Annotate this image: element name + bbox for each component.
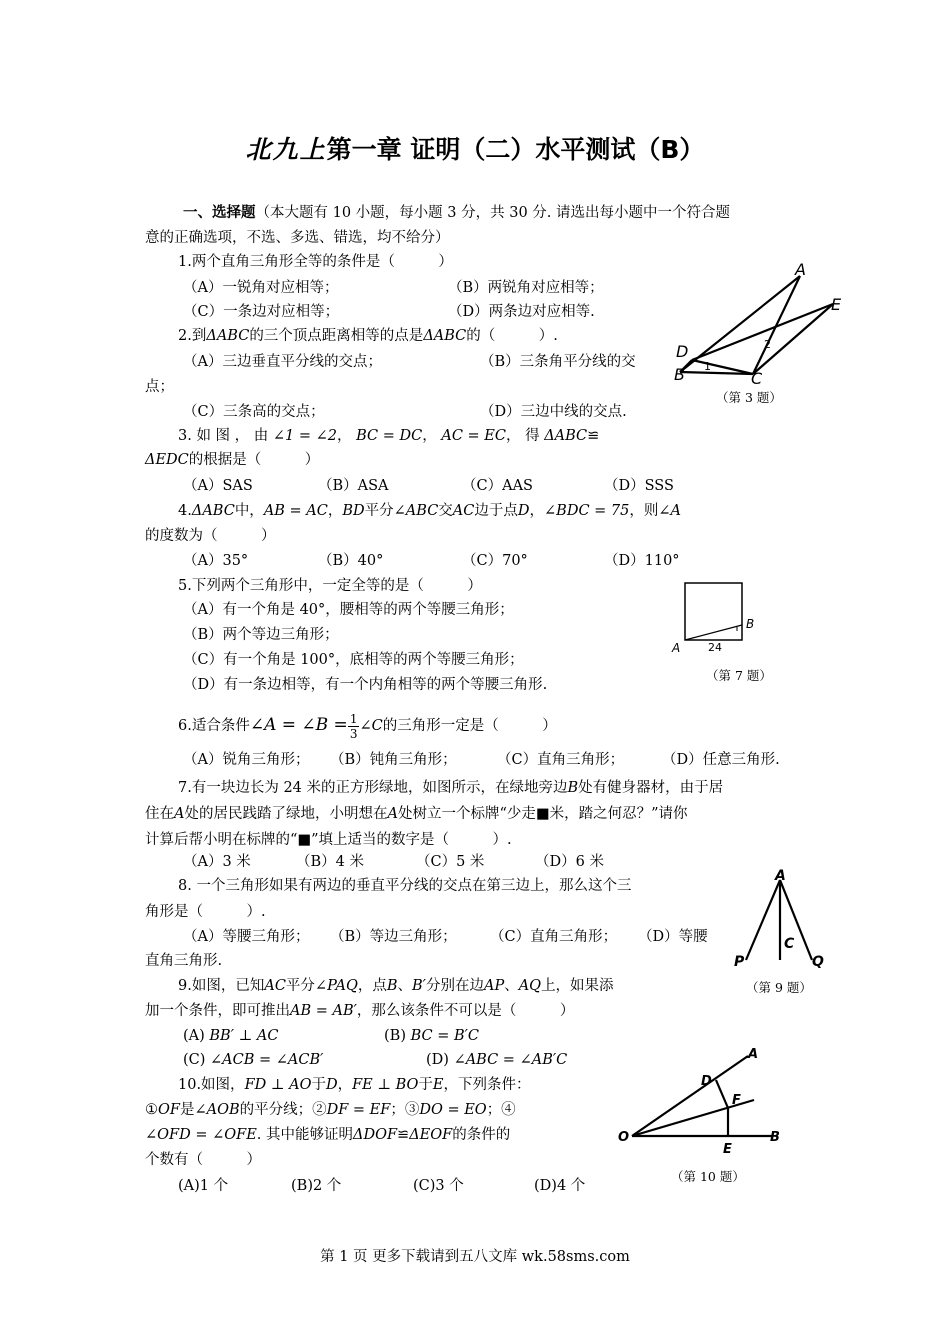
q3-text1: 3. 如 图 ， 由: [178, 428, 269, 444]
fig3-label-d: D: [676, 342, 689, 361]
fig10-label-e: E: [723, 1142, 732, 1157]
q10-text9: ；③: [390, 1102, 420, 1118]
fig3-line-ca: [753, 276, 800, 374]
q10-text6: ①: [145, 1102, 158, 1118]
q9-option-a-label: (A): [183, 1028, 205, 1044]
q9-option-c-label: (C): [183, 1052, 206, 1068]
q6-text1: 6.适合条件: [178, 718, 250, 734]
q10-text4: 于: [418, 1077, 433, 1093]
q10-text12: 的条件的: [452, 1127, 511, 1143]
q1-option-a: （A）一锐角对应相等；: [183, 280, 339, 296]
fig7-label-24: 24: [708, 641, 722, 654]
q5-option-c: （C）有一个角是 100°，底相等的两个等腰三角形；: [183, 652, 524, 668]
q2-option-c: （C）三条高的交点；: [183, 404, 325, 420]
q4-option-d: （D）110°: [604, 553, 680, 569]
q2-option-b-cont: 点；: [145, 379, 174, 395]
q3-option-d: （D）SSS: [604, 478, 674, 494]
q7-line3: 计算后帮小明在标牌的“■”填上适当的数字是（ ）.: [145, 832, 512, 848]
section1-heading: 一、选择题: [183, 204, 256, 221]
q1-option-b: （B）两锐角对应相等；: [448, 280, 604, 296]
q2-math2: ΔABC: [423, 328, 467, 344]
q9-line2: [145, 1001, 574, 1021]
q7-option-a: （A）3 米: [183, 854, 251, 870]
q4-math3: BD: [342, 503, 365, 519]
q10-text8: 的平分线；②: [239, 1102, 327, 1118]
q9-option-a-math: BB′ ⊥ AC: [209, 1028, 279, 1044]
q4-stem-cont: 的度数为（ ）: [145, 528, 276, 544]
q6-math1: ∠A = ∠B =: [249, 715, 348, 735]
q3-math4: ΔABC: [544, 428, 588, 444]
q9-math6: AQ: [518, 978, 542, 994]
q1-stem: 1.两个直角三角形全等的条件是（ ）: [178, 254, 453, 270]
fig10-label-f: F: [732, 1093, 741, 1108]
q7-line2: [145, 804, 688, 824]
fig10-label-d: D: [701, 1074, 712, 1089]
q10-text3: ，: [337, 1077, 353, 1093]
fig3-line-de: [692, 304, 833, 360]
q10-line3: [145, 1125, 510, 1145]
title-text: 第一章 证明（二）水平测试（B）: [326, 135, 705, 164]
q9-text8: 加一个条件，即可推出: [145, 1003, 290, 1019]
q9-text5: 分别在边: [425, 978, 484, 994]
q9-math4: B′: [412, 978, 426, 994]
q9-option-b-label: (B): [384, 1028, 406, 1044]
q2-text2: 的三个顶点距离相等的点是: [249, 328, 424, 344]
q9-option-d-math: ∠ABC = ∠AB′C: [453, 1052, 568, 1068]
q9-option-b-math: BC = B′C: [410, 1028, 480, 1044]
q3-stem: [178, 426, 599, 446]
q4-text2: 中，: [234, 503, 264, 519]
fig10-label-a: A: [748, 1047, 759, 1062]
fig7-caption: （第 7 题）: [706, 668, 772, 683]
fig7-line-ab: [685, 625, 742, 640]
q3-option-b: （B）ASA: [318, 478, 389, 494]
page-footer: 第 1 页 更多下载请到五八文库 wk.58sms.com: [320, 1249, 630, 1265]
q9-option-d-label: (D): [426, 1052, 449, 1068]
q10-math7: DF = EF: [326, 1102, 391, 1118]
fig10-caption: （第 10 题）: [671, 1169, 745, 1184]
q4-text7: ，: [529, 503, 545, 519]
q3-text3: ，: [422, 428, 437, 444]
q8-line1: 8. 一个三角形如果有两边的垂直平分线的交点在第三边上，那么这个三: [178, 878, 632, 894]
fig9-label-a: A: [775, 868, 786, 884]
q10-math5: OF: [158, 1102, 180, 1118]
q7-option-d: （D）6 米: [535, 854, 604, 870]
q4-math1: ΔABC: [191, 503, 235, 519]
q9-text9: ，那么该条件不可以是（ ）: [356, 1003, 575, 1019]
q9-option-b: [384, 1026, 479, 1046]
fig9-line-ap: [746, 880, 780, 960]
q4-math2: AB = AC: [263, 503, 328, 519]
fig3-caption: （第 3 题）: [716, 390, 782, 405]
q10-line1: [178, 1075, 531, 1095]
q9-math3: B: [386, 978, 398, 994]
q10-text5: ，下列条件：: [443, 1077, 531, 1093]
q9-option-a: [183, 1026, 278, 1046]
q2-text3: 的（ ）.: [466, 328, 558, 344]
q9-text3: ，点: [357, 978, 387, 994]
q10-option-c: (C)3 个: [413, 1178, 464, 1194]
q5-option-a: （A）有一个角是 40°，腰相等的两个等腰三角形；: [183, 602, 514, 618]
q6-fraction: [348, 712, 360, 741]
q8-option-a: （A）等腰三角形；: [183, 929, 310, 945]
title-logo: 北九上: [245, 135, 327, 164]
fig3-label-b: B: [674, 365, 685, 384]
q9-line1: [178, 976, 614, 996]
q6-option-a: （A）锐角三角形；: [183, 752, 310, 768]
q4-option-c: （C）70°: [462, 553, 528, 569]
q10-text7: 是: [179, 1102, 195, 1118]
fig7-square: [685, 583, 742, 640]
q9-math1: AC: [264, 978, 286, 994]
q4-text8: ，则: [629, 503, 659, 519]
fig10-line-df: [716, 1080, 728, 1108]
q4-text4: 平分: [364, 503, 394, 519]
q3-stem-cont: [145, 450, 319, 470]
q3-text4: ， 得: [505, 428, 540, 444]
fig3-label-1: 1: [704, 360, 711, 373]
q8-option-c: （C）直角三角形；: [490, 929, 618, 945]
q10-math10: ΔDOF: [353, 1127, 398, 1143]
q1-option-c: （C）一条边对应相等；: [183, 304, 340, 320]
q4-stem: [178, 501, 681, 521]
q9-math7: AB = AB′: [290, 1003, 357, 1019]
q7-text1: 7.有一块边长为 24 米的正方形绿地，如图所示，在绿地旁边: [178, 780, 568, 796]
fig7-label-b: B: [746, 617, 755, 631]
q8-option-b: （B）等边三角形；: [330, 929, 457, 945]
q3-math3: AC = EC: [441, 428, 506, 444]
q4-text1: 4.: [178, 503, 192, 519]
q3-congruent-symbol: ≌: [587, 428, 600, 444]
q2-option-b: （B）三条角平分线的交: [480, 354, 636, 370]
q6-option-c: （C）直角三角形；: [497, 752, 625, 768]
q10-math9: ∠OFD = ∠OFE: [145, 1127, 257, 1143]
q10-text10: ；④: [486, 1102, 516, 1118]
q9-text2: 平分: [285, 978, 315, 994]
q4-math7: ∠BDC = 75: [544, 503, 630, 519]
q4-math8: ∠A: [658, 503, 681, 519]
q6-option-d: （D）任意三角形.: [662, 752, 780, 768]
q2-stem: [178, 326, 558, 346]
fig3-label-c: C: [751, 369, 763, 386]
q4-text6: 边于点: [474, 503, 518, 519]
q9-text1: 9.如图，已知: [178, 978, 265, 994]
q7-text3: 住在: [145, 806, 174, 822]
fig10-label-o: O: [618, 1130, 630, 1145]
q4-math4: ∠ABC: [393, 503, 439, 519]
q1-option-d: （D）两条边对应相等.: [448, 304, 595, 320]
q3-text5: 的根据是（ ）: [188, 452, 320, 468]
q6-text2: 的三角形一定是（ ）: [382, 718, 557, 734]
q10-option-d: (D)4 个: [534, 1178, 586, 1194]
q3-math5: ΔEDC: [145, 452, 189, 468]
figure-9: [728, 868, 828, 972]
section1-desc1: （本大题有 10 小题，每小题 3 分，共 30 分. 请选出每小题中一个符合题: [255, 205, 730, 221]
q10-text2: 于: [311, 1077, 326, 1093]
q8-option-d-cont: 直角三角形.: [145, 953, 223, 969]
q9-math2: ∠PAQ: [314, 978, 358, 994]
q3-option-c: （C）AAS: [462, 478, 533, 494]
q10-text1: 10.如图，: [178, 1077, 245, 1093]
q7-text4: 处的居民践踏了绿地，小明想在: [184, 806, 388, 822]
q10-math3: FE ⊥ BO: [352, 1077, 419, 1093]
q9-option-d: [426, 1050, 567, 1070]
q4-math6: D: [517, 503, 530, 519]
q3-math2: BC = DC: [356, 428, 423, 444]
q10-text11: . 其中能够证明: [256, 1127, 353, 1143]
q7-text5: 处树立一个标牌“少走■米，踏之何忍？”请你: [397, 806, 688, 822]
q5-stem: 5.下列两个三角形中，一定全等的是（ ）: [178, 578, 482, 594]
q9-text6: 、: [504, 978, 519, 994]
q6-frac-num: 1: [349, 711, 358, 726]
q2-option-a: （A）三边垂直平分线的交点；: [183, 354, 382, 370]
q4-text5: 交: [438, 503, 453, 519]
q7-text2: 处有健身器材，由于居: [578, 780, 724, 796]
q10-line2: [145, 1100, 516, 1120]
figure-10: [612, 1040, 792, 1160]
q7-math1: B: [567, 780, 579, 796]
q3-math1: ∠1 = ∠2: [272, 428, 338, 444]
q7-math2: A: [174, 806, 185, 822]
q10-math8: DO = EO: [419, 1102, 487, 1118]
q9-option-c: [183, 1050, 323, 1070]
q10-math6: ∠AOB: [194, 1102, 240, 1118]
q4-math5: AC: [452, 503, 475, 519]
q10-math11: ΔEOF: [409, 1127, 453, 1143]
q9-option-c-math: ∠ACB = ∠ACB′: [210, 1052, 324, 1068]
q4-option-a: （A）35°: [183, 553, 249, 569]
q10-congruent-symbol: ≌: [397, 1127, 410, 1143]
q4-option-b: （B）40°: [318, 553, 384, 569]
q7-option-b: （B）4 米: [296, 854, 364, 870]
q5-option-b: （B）两个等边三角形；: [183, 627, 339, 643]
q6-math2: ∠C: [359, 718, 383, 734]
q10-option-b: (B)2 个: [291, 1178, 342, 1194]
q7-line1: [178, 778, 723, 798]
figure-3: [668, 262, 850, 386]
figure-7: [668, 580, 768, 658]
fig9-label-c: C: [784, 936, 795, 952]
q8-option-d: （D）等腰: [638, 929, 708, 945]
fig9-label-p: P: [734, 954, 745, 970]
q7-math3: A: [387, 806, 398, 822]
q2-option-d: （D）三边中线的交点.: [480, 404, 627, 420]
q10-math4: E: [432, 1077, 444, 1093]
q9-text4: 、: [397, 978, 413, 994]
q3-option-a: （A）SAS: [183, 478, 253, 494]
section1-line1: [183, 203, 730, 223]
q6-stem: [178, 710, 557, 741]
q7-option-c: （C）5 米: [416, 854, 485, 870]
q2-math1: ΔABC: [206, 328, 250, 344]
q10-option-a: (A)1 个: [178, 1178, 229, 1194]
q9-math5: AP: [483, 978, 505, 994]
page-title: [0, 130, 950, 166]
fig9-caption: （第 9 题）: [746, 980, 812, 995]
q5-option-d: （D）有一条边相等，有一个内角相等的两个等腰三角形.: [183, 677, 548, 693]
q10-math1: FD ⊥ AO: [244, 1077, 312, 1093]
q10-math2: D: [325, 1077, 338, 1093]
q2-text1: 2.到: [178, 328, 207, 344]
q3-text2: ，: [337, 428, 352, 444]
fig10-label-b: B: [770, 1130, 780, 1145]
q8-line2: 角形是（ ）.: [145, 904, 266, 920]
fig9-label-q: Q: [812, 954, 824, 970]
q4-text3: ，: [327, 503, 343, 519]
fig10-line-oa: [632, 1056, 748, 1136]
fig3-label-a: A: [795, 262, 806, 279]
section1-desc2: 意的正确选项，不选、多选、错选，均不给分）: [145, 230, 450, 246]
fig7-label-a: A: [672, 641, 681, 655]
q10-line4: 个数有（ ）: [145, 1152, 261, 1168]
q6-frac-den: 3: [349, 726, 358, 741]
q6-option-b: （B）钝角三角形；: [330, 752, 457, 768]
fig3-label-2: 2: [764, 338, 771, 351]
q9-text7: 上，如果添: [541, 978, 614, 994]
fig3-label-e: E: [831, 295, 842, 314]
